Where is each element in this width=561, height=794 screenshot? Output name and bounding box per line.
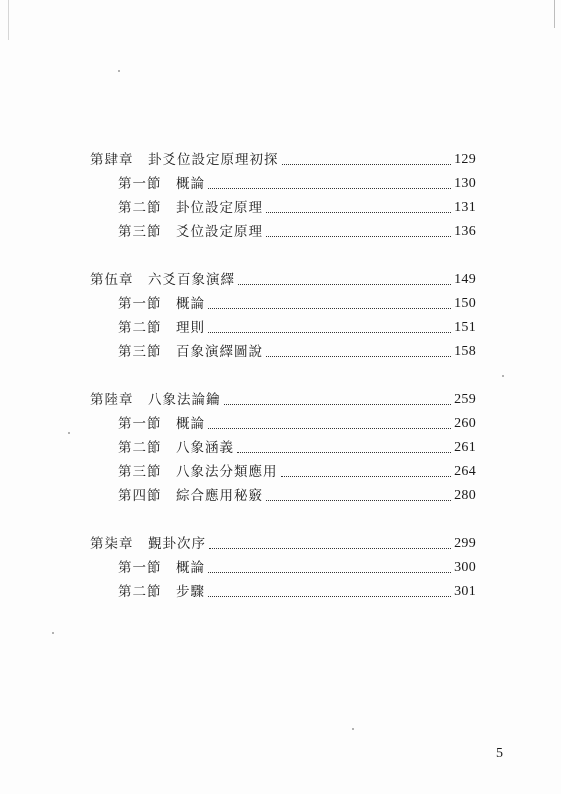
- chapter-title: 六爻百象演繹: [148, 272, 235, 288]
- chapter-title: 覲卦次序: [148, 536, 206, 552]
- page-number: 301: [454, 584, 476, 599]
- dot-leader: [208, 187, 451, 189]
- page-number: 260: [454, 416, 476, 431]
- toc-section-row[interactable]: [118, 174, 476, 194]
- chapter-title: 八象法論鑰: [148, 392, 221, 408]
- toc-section-row[interactable]: [118, 438, 476, 458]
- dot-leader: [224, 403, 452, 405]
- scan-edge-left: [8, 0, 9, 40]
- page-number: 299: [454, 536, 476, 551]
- dot-leader: [266, 499, 451, 501]
- scan-speck: [52, 632, 54, 634]
- section-label: 第四節: [118, 488, 162, 504]
- section-title: 概論: [176, 176, 205, 192]
- dot-leader: [209, 547, 451, 549]
- page-number: 149: [454, 272, 476, 287]
- dot-leader: [282, 163, 452, 165]
- scan-edge-right: [554, 0, 555, 28]
- toc-section-row[interactable]: [118, 486, 476, 506]
- dot-leader: [266, 211, 451, 213]
- page-number: 129: [454, 152, 476, 167]
- section-label: 第三節: [118, 224, 162, 240]
- section-label: 第二節: [118, 320, 162, 336]
- page-number: 151: [454, 320, 476, 335]
- toc-chapter-row[interactable]: [90, 150, 476, 170]
- page-number: 136: [454, 224, 476, 239]
- toc-section-row[interactable]: [118, 462, 476, 482]
- scan-speck: [502, 375, 504, 377]
- toc-chapter-row[interactable]: [90, 270, 476, 290]
- dot-leader: [208, 307, 451, 309]
- dot-leader: [208, 571, 451, 573]
- chapter-label: 第伍章: [90, 272, 134, 288]
- page-number: 130: [454, 176, 476, 191]
- section-title: 爻位設定原理: [176, 224, 263, 240]
- section-label: 第二節: [118, 584, 162, 600]
- section-title: 八象涵義: [176, 440, 234, 456]
- scan-speck: [352, 728, 354, 730]
- section-title: 理則: [176, 320, 205, 336]
- footer-page-number: 5: [496, 746, 503, 761]
- page-number: 264: [454, 464, 476, 479]
- section-label: 第三節: [118, 464, 162, 480]
- dot-leader: [266, 235, 451, 237]
- chapter-title: 卦爻位設定原理初探: [148, 152, 279, 168]
- toc-section-row[interactable]: [118, 198, 476, 218]
- toc-chapter-row[interactable]: [90, 390, 476, 410]
- section-title: 八象法分類應用: [176, 464, 278, 480]
- page-number: 150: [454, 296, 476, 311]
- section-label: 第一節: [118, 416, 162, 432]
- page-number: 300: [454, 560, 476, 575]
- section-title: 百象演繹圖說: [176, 344, 263, 360]
- dot-leader: [208, 427, 451, 429]
- section-label: 第三節: [118, 344, 162, 360]
- chapter-label: 第陸章: [90, 392, 134, 408]
- page-number: 280: [454, 488, 476, 503]
- section-title: 概論: [176, 416, 205, 432]
- section-label: 第一節: [118, 176, 162, 192]
- toc-section-row[interactable]: [118, 558, 476, 578]
- section-title: 綜合應用秘竅: [176, 488, 263, 504]
- section-label: 第二節: [118, 440, 162, 456]
- chapter-label: 第柒章: [90, 536, 134, 552]
- page-number: 158: [454, 344, 476, 359]
- chapter-label: 第肆章: [90, 152, 134, 168]
- section-title: 卦位設定原理: [176, 200, 263, 216]
- toc-section-row[interactable]: [118, 582, 476, 602]
- dot-leader: [208, 331, 451, 333]
- section-label: 第二節: [118, 200, 162, 216]
- scan-speck: [68, 432, 70, 434]
- toc-section-row[interactable]: [118, 222, 476, 242]
- section-title: 概論: [176, 296, 205, 312]
- toc-section-row[interactable]: [118, 342, 476, 362]
- toc-section-row[interactable]: [118, 294, 476, 314]
- toc-section-row[interactable]: [118, 318, 476, 338]
- toc-section-row[interactable]: [118, 414, 476, 434]
- dot-leader: [281, 475, 452, 477]
- dot-leader: [238, 283, 451, 285]
- page-number: 259: [454, 392, 476, 407]
- section-title: 步驟: [176, 584, 205, 600]
- section-title: 概論: [176, 560, 205, 576]
- dot-leader: [208, 595, 451, 597]
- section-label: 第一節: [118, 560, 162, 576]
- scan-speck: [118, 70, 120, 72]
- dot-leader: [237, 451, 451, 453]
- page-number: 131: [454, 200, 476, 215]
- toc-chapter-row[interactable]: [90, 534, 476, 554]
- page-number: 261: [454, 440, 476, 455]
- section-label: 第一節: [118, 296, 162, 312]
- dot-leader: [266, 355, 451, 357]
